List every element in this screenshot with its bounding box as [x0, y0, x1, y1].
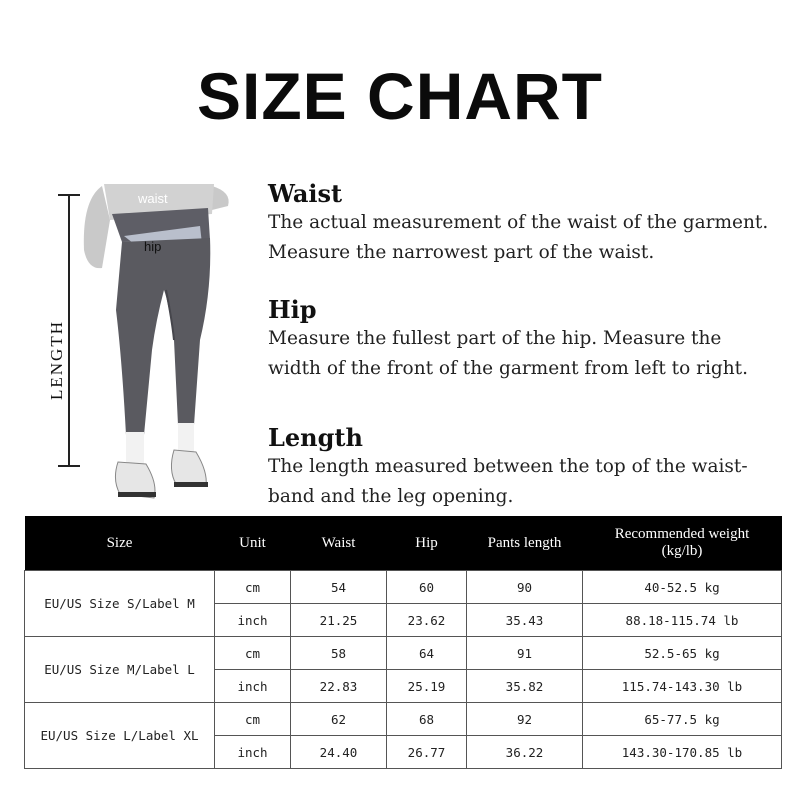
- table-row: [25, 571, 782, 604]
- waist-heading: Waist: [268, 179, 343, 208]
- hip-heading: Hip: [268, 295, 317, 324]
- length-heading: Length: [268, 423, 363, 452]
- header-pants-length: Pants length: [467, 516, 583, 571]
- hip-cell: 64: [387, 637, 467, 670]
- hip-line-2: width of the front of the garment from left to right.: [268, 358, 748, 379]
- table-row: [25, 703, 782, 736]
- page-title: SIZE CHART: [197, 59, 603, 133]
- length-description: [268, 424, 788, 512]
- waist-cell: 54: [291, 571, 387, 604]
- waist-cell: 62: [291, 703, 387, 736]
- hip-tag: hip: [144, 239, 162, 254]
- length-cell: 35.82: [467, 670, 583, 703]
- length-cell: 90: [467, 571, 583, 604]
- length-line-1: The length measured between the top of the waist-: [268, 456, 748, 477]
- header-waist: Waist: [291, 516, 387, 571]
- length-cell: 91: [467, 637, 583, 670]
- length-line-2: band and the leg opening.: [268, 486, 514, 507]
- unit-cell: cm: [215, 571, 291, 604]
- length-label: LENGTH: [47, 320, 66, 400]
- header-weight-line-1: Recommended weight: [614, 526, 750, 542]
- waist-description: [268, 180, 788, 268]
- header-size: Size: [25, 516, 215, 571]
- hip-description: [268, 296, 788, 384]
- size-label: EU/US Size L/Label XL: [25, 703, 215, 769]
- unit-cell: cm: [215, 637, 291, 670]
- hip-cell: 26.77: [387, 736, 467, 769]
- waist-cell: 22.83: [291, 670, 387, 703]
- waist-line-1: The actual measurement of the waist of the garment.: [268, 212, 769, 233]
- weight-cell: 115.74-143.30 lb: [583, 670, 782, 703]
- model-figure: [20, 180, 240, 510]
- header-weight-line-2: (kg/lb): [661, 543, 703, 559]
- length-cell: 92: [467, 703, 583, 736]
- length-line: [68, 194, 70, 466]
- weight-cell: 143.30-170.85 lb: [583, 736, 782, 769]
- waist-cell: 24.40: [291, 736, 387, 769]
- table-row: [25, 637, 782, 670]
- hip-cell: 60: [387, 571, 467, 604]
- table-header-row: [25, 516, 782, 571]
- header-weight: [583, 516, 782, 571]
- unit-cell: inch: [215, 736, 291, 769]
- header-hip: Hip: [387, 516, 467, 571]
- hip-cell: 25.19: [387, 670, 467, 703]
- length-bottom-cap: [58, 465, 80, 467]
- waist-cell: 58: [291, 637, 387, 670]
- unit-cell: inch: [215, 670, 291, 703]
- hip-cell: 68: [387, 703, 467, 736]
- hip-cell: 23.62: [387, 604, 467, 637]
- size-table: [24, 516, 782, 769]
- waist-cell: 21.25: [291, 604, 387, 637]
- size-label: EU/US Size S/Label M: [25, 571, 215, 637]
- length-cell: 36.22: [467, 736, 583, 769]
- unit-cell: inch: [215, 604, 291, 637]
- hip-line-1: Measure the fullest part of the hip. Measure the: [268, 328, 722, 349]
- weight-cell: 52.5-65 kg: [583, 637, 782, 670]
- waist-line-2: Measure the narrowest part of the waist.: [268, 242, 655, 263]
- unit-cell: cm: [215, 703, 291, 736]
- size-label: EU/US Size M/Label L: [25, 637, 215, 703]
- leggings-model-image: [82, 180, 242, 510]
- weight-cell: 88.18-115.74 lb: [583, 604, 782, 637]
- length-cell: 35.43: [467, 604, 583, 637]
- waist-tag: waist: [138, 191, 168, 206]
- weight-cell: 40-52.5 kg: [583, 571, 782, 604]
- header-unit: Unit: [215, 516, 291, 571]
- weight-cell: 65-77.5 kg: [583, 703, 782, 736]
